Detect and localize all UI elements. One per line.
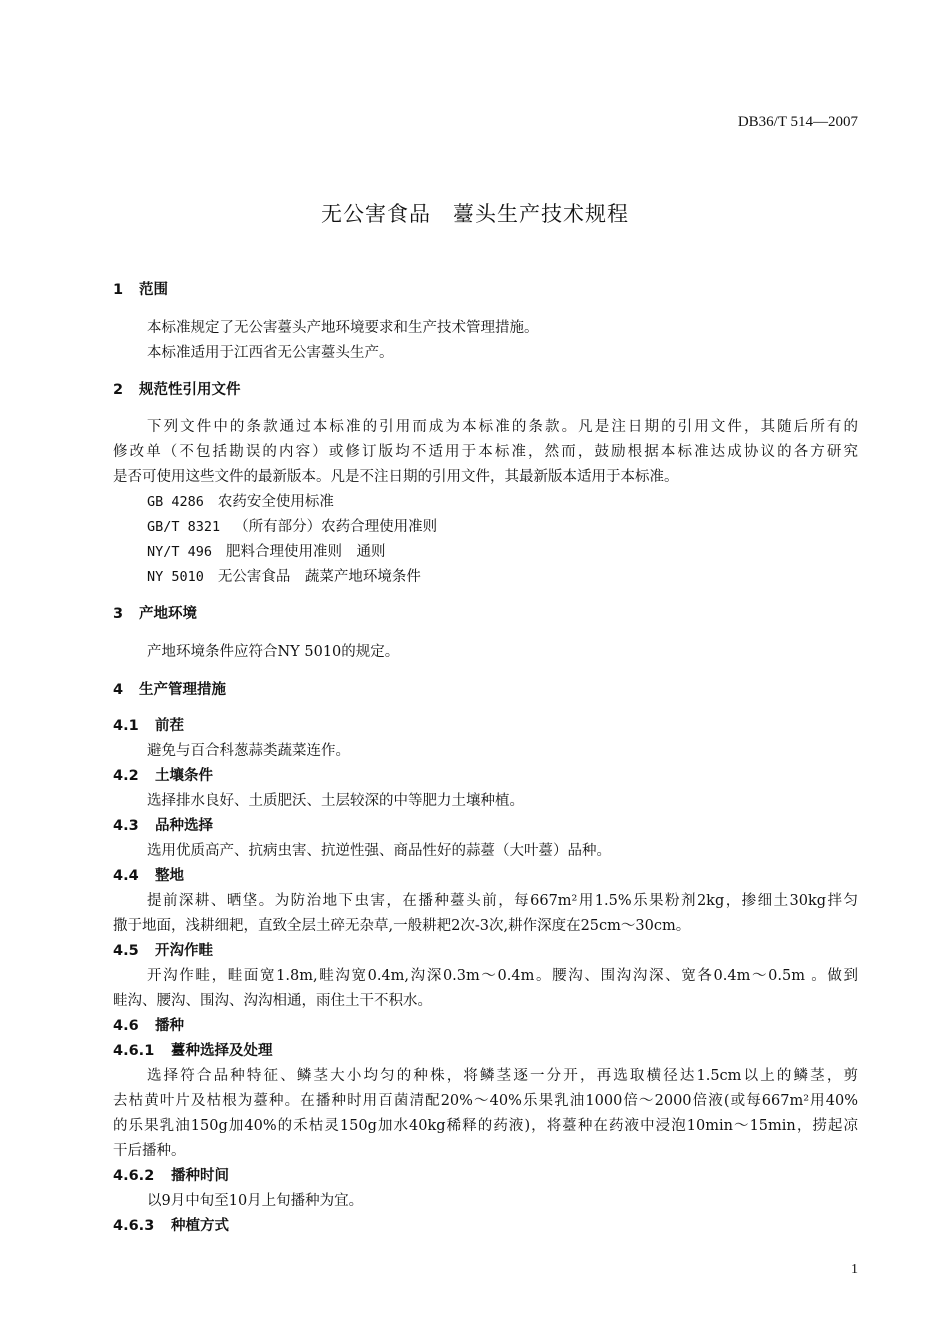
- section-heading-1: [113, 278, 858, 299]
- subsection-heading-4-6-3: [113, 1214, 858, 1235]
- paragraph: 避免与百合科葱蒜类蔬菜连作。: [147, 743, 350, 759]
- reference-title: 无公害食品 蔬菜产地环境条件: [217, 569, 421, 585]
- subsection-title: 种植方式: [171, 1218, 229, 1234]
- subsection-title: 开沟作畦: [155, 943, 213, 959]
- section-number: 1: [113, 282, 124, 298]
- subsection-number: 4.4: [113, 868, 139, 884]
- section-title: 生产管理措施: [139, 682, 226, 698]
- paragraph: 产地环境条件应符合NY 5010的规定。: [147, 644, 400, 660]
- subsection-title: 整地: [155, 868, 184, 884]
- reference-code: NY 5010: [147, 569, 204, 585]
- section-heading-4: [113, 678, 858, 699]
- reference-code: NY/T 496: [147, 544, 213, 560]
- subsection-number: 4.3: [113, 818, 139, 834]
- subsection-heading-4-5: [113, 939, 858, 960]
- section-number: 2: [113, 382, 124, 398]
- reference-item: [147, 515, 858, 536]
- section-title: 产地环境: [139, 606, 197, 622]
- subsection-title: 播种时间: [171, 1168, 229, 1184]
- paragraph: 本标准规定了无公害薹头产地环境要求和生产技术管理措施。: [147, 320, 539, 336]
- subsection-number: 4.6.1: [113, 1043, 155, 1059]
- subsection-title: 播种: [155, 1018, 184, 1034]
- paragraph-line: 撒于地面，浅耕细耙，直致全层土碎无杂草,一般耕耙2次-3次,耕作深度在25cm～30cm。: [113, 918, 691, 934]
- reference-item: [147, 565, 858, 586]
- paragraph: 选用优质高产、抗病虫害、抗逆性强、商品性好的蒜薹（大叶薹）品种。: [147, 843, 611, 859]
- reference-item: [147, 540, 858, 561]
- subsection-heading-4-4: [113, 864, 858, 885]
- subsection-number: 4.2: [113, 768, 139, 784]
- subsection-number: 4.5: [113, 943, 139, 959]
- page-number: 1: [851, 1262, 858, 1277]
- section-number: 3: [113, 606, 124, 622]
- subsection-heading-4-1: [113, 714, 858, 735]
- paragraph-line: 下列文件中的条款通过本标准的引用而成为本标准的条款。凡是注日期的引用文件，其随后所有的: [147, 419, 858, 435]
- reference-title: （所有部分）农药合理使用准则: [234, 519, 438, 535]
- subsection-number: 4.6.3: [113, 1218, 155, 1234]
- section-heading-2: [113, 378, 858, 399]
- paragraph: 选择排水良好、土质肥沃、土层较深的中等肥力土壤种植。: [147, 793, 524, 809]
- paragraph-line: 去枯黄叶片及枯根为薹种。在播种时用百菌清配20%～40%乐果乳油1000倍～2000倍液(或每667m²用40%: [113, 1093, 858, 1109]
- paragraph-line: 选择符合品种特征、鳞茎大小均匀的种株，将鳞茎逐一分开，再选取横径达1.5cm以上的鳞茎，剪: [147, 1068, 858, 1084]
- paragraph-line: 干后播种。: [113, 1143, 186, 1159]
- section-title: 规范性引用文件: [139, 382, 241, 398]
- subsection-number: 4.6.2: [113, 1168, 155, 1184]
- reference-title: 肥料合理使用准则 通则: [226, 544, 386, 560]
- reference-title: 农药安全使用标准: [217, 494, 334, 510]
- subsection-title: 薹种选择及处理: [171, 1043, 273, 1059]
- reference-code: GB/T 8321: [147, 519, 221, 535]
- subsection-number: 4.1: [113, 718, 139, 734]
- subsection-number: 4.6: [113, 1018, 139, 1034]
- paragraph-line: 畦沟、腰沟、围沟、沟沟相通，雨住土干不积水。: [113, 993, 432, 1009]
- section-title: 范围: [139, 282, 168, 298]
- section-heading-3: [113, 602, 858, 623]
- subsection-heading-4-3: [113, 814, 858, 835]
- subsection-heading-4-6-1: [113, 1039, 858, 1060]
- paragraph-line: 的乐果乳油150g加40%的禾枯灵150g加水40kg稀释的药液)，将薹种在药液中浸泡10min～15min，捞起凉: [113, 1118, 858, 1134]
- subsection-heading-4-6-2: [113, 1164, 858, 1185]
- paragraph-line: 是否可使用这些文件的最新版本。凡是不注日期的引用文件，其最新版本适用于本标准。: [113, 469, 679, 485]
- subsection-title: 品种选择: [155, 818, 213, 834]
- reference-item: [147, 490, 858, 511]
- paragraph-line: 开沟作畦，畦面宽1.8m,畦沟宽0.4m,沟深0.3m～0.4m。腰沟、围沟沟深、宽各0.4m～0.5m 。做到: [147, 968, 858, 984]
- document-title: 无公害食品 薹头生产技术规程: [321, 202, 629, 226]
- subsection-title: 土壤条件: [155, 768, 213, 784]
- subsection-heading-4-2: [113, 764, 858, 785]
- section-number: 4: [113, 682, 124, 698]
- standard-code: DB36/T 514—2007: [737, 114, 858, 130]
- paragraph: 以9月中旬至10月上旬播种为宜。: [147, 1193, 364, 1209]
- paragraph-line: 修改单（不包括勘误的内容）或修订版均不适用于本标准，然而，鼓励根据本标准达成协议的各方研究: [113, 444, 858, 460]
- paragraph-line: 提前深耕、晒垡。为防治地下虫害，在播种薹头前，每667m²用1.5%乐果粉剂2kg，掺细土30kg拌匀: [147, 893, 858, 909]
- paragraph: 本标准适用于江西省无公害薹头生产。: [147, 345, 394, 361]
- subsection-title: 前茬: [155, 718, 184, 734]
- reference-code: GB 4286: [147, 494, 204, 510]
- subsection-heading-4-6: [113, 1014, 858, 1035]
